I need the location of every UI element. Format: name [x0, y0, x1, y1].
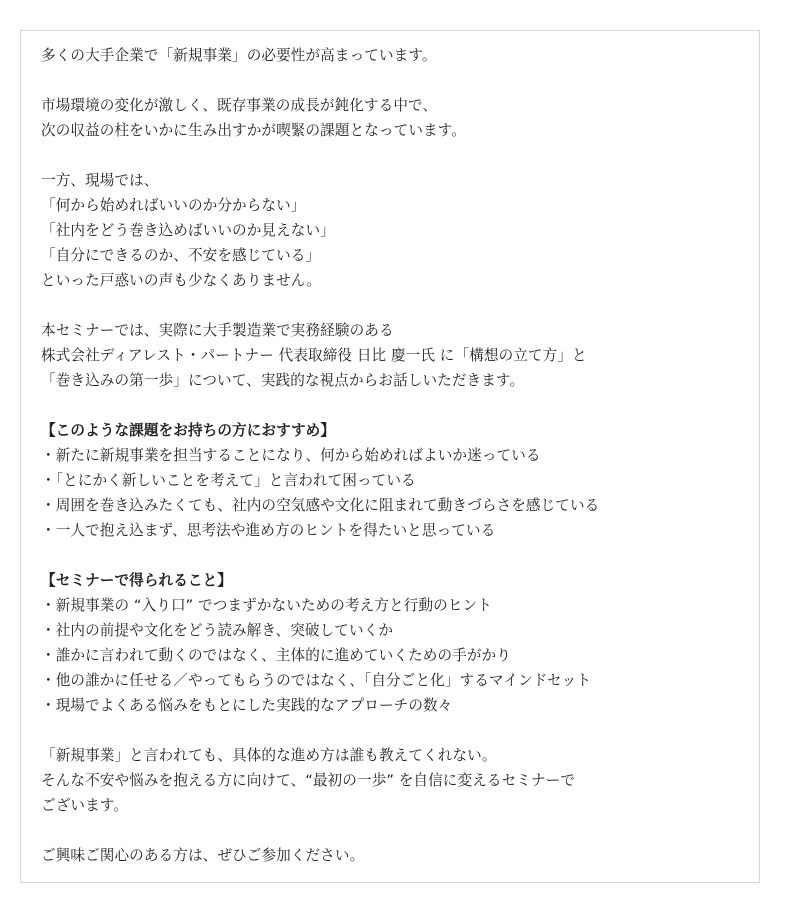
- spacer: [41, 818, 749, 843]
- spacer: [41, 393, 749, 418]
- closing-line: そんな不安や悩みを抱える方に向けて、“最初の一歩” を自信に変えるセミナーで: [41, 772, 576, 789]
- spacer: [41, 293, 749, 318]
- benefit-item: ・社内の前提や文化をどう読み解き、突破していくか: [41, 622, 394, 639]
- seminar-description-panel: [20, 30, 760, 883]
- closing-line: 「新規事業」と言われても、具体的な進め方は誰も教えてくれない。: [41, 747, 497, 764]
- concern-quote: 「社内をどう巻き込めばいいのか見えない」: [41, 222, 335, 239]
- speaker-line: 「巻き込みの第一歩」について、実践的な視点からお話しいただきます。: [41, 372, 525, 389]
- intro-line: 市場環境の変化が激しく、既存事業の成長が鈍化する中で、: [41, 97, 438, 114]
- benefit-item: ・他の誰かに任せる／やってもらうのではなく、「自分ごと化」するマインドセット: [41, 672, 592, 689]
- spacer: [41, 143, 749, 168]
- recommended-item: ・新たに新規事業を担当することになり、何から始めればよいか迷っている: [41, 447, 541, 464]
- recommended-item: ・「とにかく新しいことを考えて」と言われて困っている: [41, 472, 416, 489]
- seminar-description-text: [41, 43, 749, 868]
- concerns-tail: といった戸惑いの声も少なくありません。: [41, 272, 322, 289]
- intro-line: 多くの大手企業で「新規事業」の必要性が高まっています。: [41, 47, 437, 64]
- benefit-item: ・現場でよくある悩みをもとにした実践的なアプローチの数々: [41, 697, 453, 714]
- intro-line: 次の収益の柱をいかに生み出すかが喫緊の課題となっています。: [41, 122, 466, 139]
- recommended-item: ・周囲を巻き込みたくても、社内の空気感や文化に阻まれて動きづらさを感じている: [41, 497, 600, 514]
- concern-quote: 「何から始めればいいのか分からない」: [41, 197, 306, 214]
- speaker-line: 株式会社ディアレスト・パートナー 代表取締役 日比 慶一氏 に「構想の立て方」と: [41, 347, 587, 364]
- closing-invitation: ご興味ご関心のある方は、ぜひご参加ください。: [41, 847, 365, 864]
- recommended-heading: 【このような課題をお持ちの方におすすめ】: [41, 422, 336, 439]
- closing-line: ございます。: [41, 797, 128, 814]
- spacer: [41, 68, 749, 93]
- spacer: [41, 543, 749, 568]
- concerns-lead: 一方、現場では、: [41, 172, 159, 189]
- benefit-item: ・新規事業の “入り口” でつまずかないための考え方と行動のヒント: [41, 597, 492, 614]
- spacer: [41, 718, 749, 743]
- concern-quote: 「自分にできるのか、不安を感じている」: [41, 247, 321, 264]
- benefit-item: ・誰かに言われて動くのではなく、主体的に進めていくための手がかり: [41, 647, 511, 664]
- benefits-heading: 【セミナーで得られること】: [41, 572, 233, 589]
- speaker-line: 本セミナーでは、実際に大手製造業で実務経験のある: [41, 322, 394, 339]
- recommended-item: ・一人で抱え込まず、思考法や進め方のヒントを得たいと思っている: [41, 522, 496, 539]
